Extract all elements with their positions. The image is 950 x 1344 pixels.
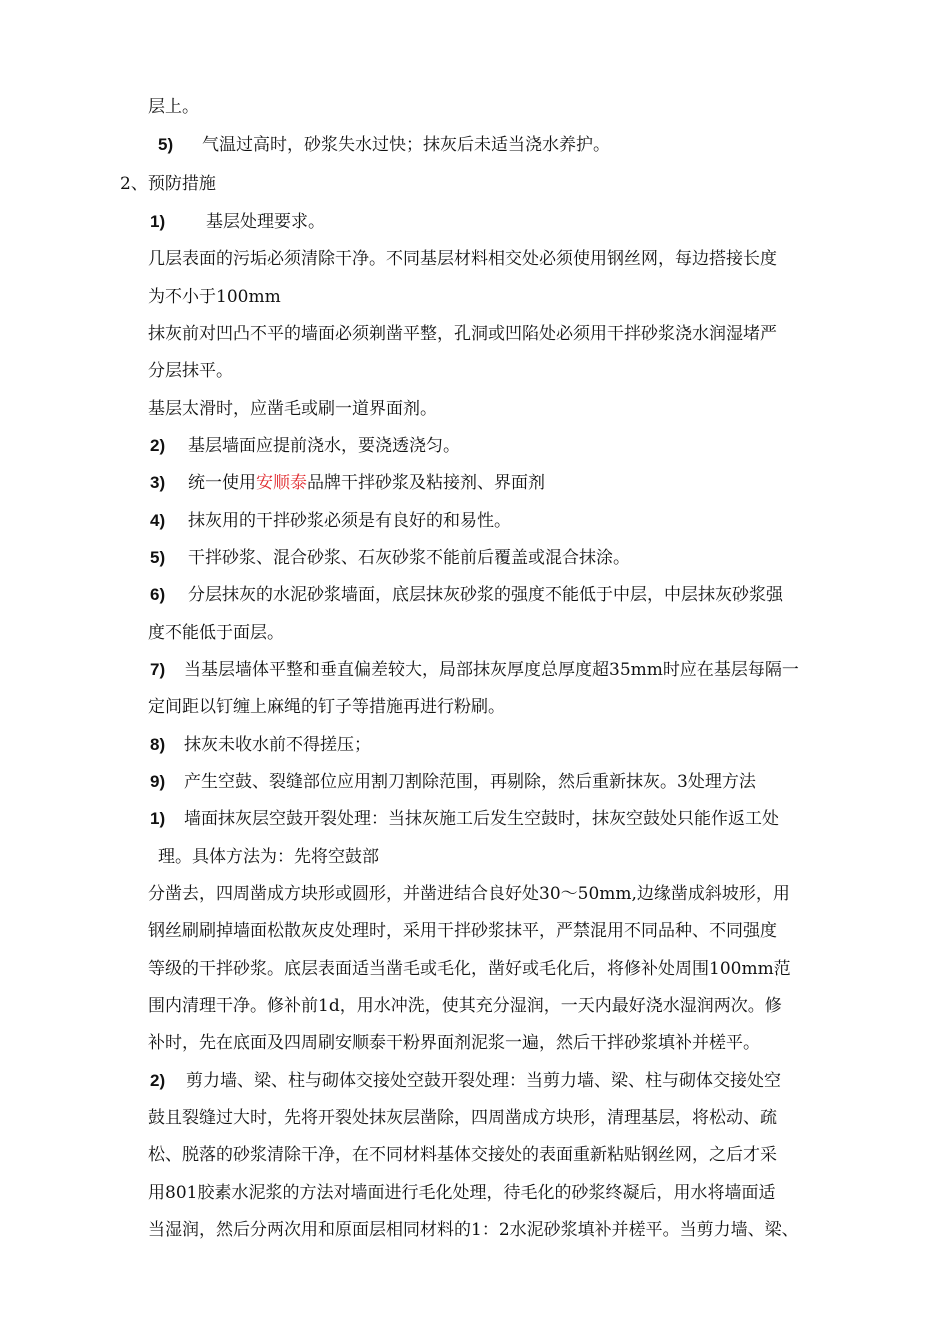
- list-item-2: 2) 基层墙面应提前浇水，要浇透浇匀。: [150, 436, 460, 456]
- text-line: 等级的干拌砂浆。底层表面适当凿毛或毛化，凿好或毛化后，将修补处周围100mm范: [148, 959, 791, 979]
- item-number: 5): [150, 548, 166, 567]
- item-number: 7): [150, 660, 166, 679]
- item-number: 1): [150, 212, 166, 231]
- text-line: 基层太滑时，应凿毛或刷一道界面剂。: [148, 399, 437, 419]
- text-line: 理。具体方法为：先将空鼓部: [158, 847, 379, 867]
- list-item-5: 5) 气温过高时，砂浆失水过快；抹灰后未适当浇水养护。: [158, 135, 610, 155]
- text-line: 几层表面的污垢必须清除干净。不同基层材料相交处必须使用钢丝网，每边搭接长度: [148, 249, 777, 269]
- item-number: 4): [150, 511, 166, 530]
- item-number: 3): [150, 473, 166, 492]
- item-number: 2): [150, 1071, 166, 1090]
- list-item-3: 3) 统一使用安顺泰品牌干拌砂浆及粘接剂、界面剂: [150, 473, 545, 493]
- text-line: 层上。: [148, 97, 199, 117]
- text-line: 定间距以钉缠上麻绳的钉子等措施再进行粉刷。: [148, 697, 505, 717]
- text-line: 补时，先在底面及四周刷安顺泰干粉界面剂泥浆一遍，然后干拌砂浆填补并槎平。: [148, 1033, 760, 1053]
- item-number: 8): [150, 735, 166, 754]
- list-item-5b: 5) 干拌砂浆、混合砂浆、石灰砂浆不能前后覆盖或混合抹涂。: [150, 548, 630, 568]
- list-item-8: 8) 抹灰未收水前不得搓压；: [150, 735, 371, 755]
- item-number: 9): [150, 772, 166, 791]
- item-number: 6): [150, 585, 166, 604]
- text-line: 度不能低于面层。: [148, 623, 284, 643]
- method-item-2: 2) 剪力墙、梁、柱与砌体交接处空鼓开裂处理：当剪力墙、梁、柱与砌体交接处空: [150, 1071, 781, 1091]
- text-line: 松、脱落的砂浆清除干净，在不同材料基体交接处的表面重新粘贴钢丝网，之后才采: [148, 1145, 777, 1165]
- brand-highlight: 安顺泰: [256, 473, 307, 493]
- list-item-1: 1) 基层处理要求。: [150, 212, 325, 232]
- text-line: 分层抹平。: [148, 361, 233, 381]
- item-number: 2): [150, 436, 166, 455]
- list-item-9: 9) 产生空鼓、裂缝部位应用割刀割除范围，再剔除，然后重新抹灰。3处理方法: [150, 772, 756, 792]
- item-number: 1): [150, 809, 166, 828]
- text-line: 抹灰前对凹凸不平的墙面必须剃凿平整，孔洞或凹陷处必须用干拌砂浆浇水润湿堵严: [148, 324, 777, 344]
- text-line: 为不小于100mm: [148, 287, 281, 307]
- section-heading: 2、预防措施: [120, 174, 216, 194]
- method-item-1: 1) 墙面抹灰层空鼓开裂处理：当抹灰施工后发生空鼓时，抹灰空鼓处只能作返工处: [150, 809, 779, 829]
- item-number: 5): [158, 135, 174, 154]
- list-item-7: 7) 当基层墙体平整和垂直偏差较大，局部抹灰厚度总厚度超35mm时应在基层每隔一: [150, 660, 799, 680]
- text-line: 鼓且裂缝过大时，先将开裂处抹灰层凿除，四周凿成方块形，清理基层，将松动、疏: [148, 1108, 777, 1128]
- text-line: 当湿润，然后分两次用和原面层相同材料的1：2水泥砂浆填补并槎平。当剪力墙、梁、: [148, 1220, 799, 1240]
- text-line: 钢丝刷刷掉墙面松散灰皮处理时，采用干拌砂浆抹平，严禁混用不同品种、不同强度: [148, 921, 777, 941]
- list-item-6: 6) 分层抹灰的水泥砂浆墙面，底层抹灰砂浆的强度不能低于中层，中层抹灰砂浆强: [150, 585, 783, 605]
- list-item-4: 4) 抹灰用的干拌砂浆必须是有良好的和易性。: [150, 511, 511, 531]
- text-line: 分凿去，四周凿成方块形或圆形，并凿进结合良好处30～50mm,边缘凿成斜坡形，用: [148, 884, 790, 904]
- text-line: 围内清理干净。修补前1d，用水冲洗，使其充分湿润，一天内最好浇水湿润两次。修: [148, 996, 782, 1016]
- text-line: 用801胶素水泥浆的方法对墙面进行毛化处理，待毛化的砂浆终凝后，用水将墙面适: [148, 1183, 776, 1203]
